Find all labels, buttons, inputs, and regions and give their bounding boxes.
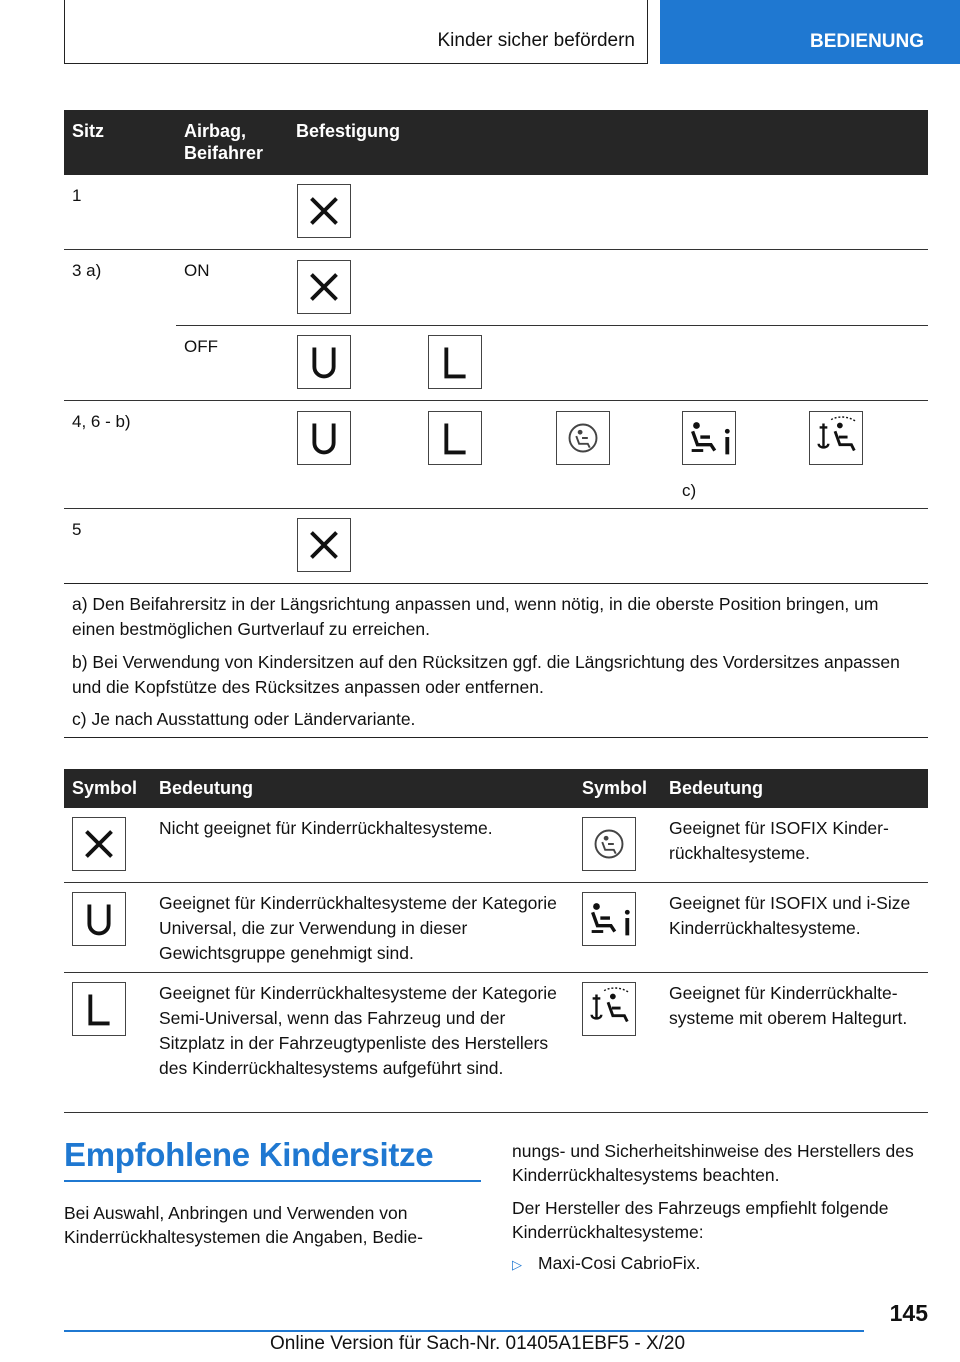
row-divider (64, 400, 928, 401)
semi-universal-l-icon (428, 335, 482, 389)
bullet-item (512, 1253, 700, 1274)
cross-icon (297, 260, 351, 314)
airbag-cell: ON (184, 261, 210, 280)
universal-u-icon (297, 335, 351, 389)
bullet-text: Maxi-Cosi CabrioFix. (538, 1253, 701, 1273)
seat-cell: 1 (72, 186, 82, 205)
isofix-isize-icon (682, 411, 736, 465)
col-header-befestigung: Befestigung (296, 121, 401, 141)
universal-u-icon (297, 411, 351, 465)
header-title-box (64, 0, 648, 64)
table-note-a: a) Den Beifahrersitz in der Längsrichtung anpassen und, wenn nötig, in die oberste Position bringen, um einen bestmöglichen Gurtverlauf zu erreichen. (72, 594, 879, 639)
universal-u-icon (72, 892, 126, 946)
symbol-table-header (64, 769, 928, 808)
seat-cell: 4, 6 - b) (72, 412, 131, 431)
chapter-tab[interactable] (660, 0, 960, 64)
row-divider (64, 882, 928, 883)
symbol-description: Geeignet für ISOFIX und i-Size Kinderrückhaltesysteme. (669, 893, 911, 938)
footer-rule (64, 1330, 864, 1332)
seat-cell: 5 (72, 520, 82, 539)
col-header-bedeutung: Bedeutung (159, 778, 253, 798)
seat-cell: 3 a) (72, 261, 102, 280)
table-note-c: c) Je nach Ausstattung oder Ländervariante. (72, 709, 416, 729)
right-paragraph-1: nungs- und Sicherheitshinweise des Herstellers des Kinderrückhaltesystems beachten. (512, 1141, 914, 1185)
row-divider (64, 583, 928, 584)
seat-table-header (64, 110, 928, 175)
row-divider (176, 325, 928, 326)
isofix-icon (556, 411, 610, 465)
symbol-description: Geeignet für ISOFIX Kinderrückhaltesysteme. (669, 818, 889, 863)
footnote-c-mark: c) (682, 481, 697, 500)
symbol-description: Geeignet für Kinderrückhaltesysteme der Kategorie Semi-Universal, wenn das Fahrzeug und der Sitzplatz in der Fahrzeugtypenliste des Herstellers des Kinderrückhaltesystems aufgeführt sind. (159, 983, 557, 1078)
isofix-isize-icon (582, 892, 636, 946)
section-heading: Empfohlene Kindersitze (64, 1136, 434, 1173)
cross-icon (297, 518, 351, 572)
left-paragraph: Bei Auswahl, Anbringen und Verwenden von Kinderrückhaltesystemen die Angaben, Bedie- (64, 1203, 423, 1247)
section-title: Kinder sicher befördern (437, 30, 635, 51)
cross-icon (297, 184, 351, 238)
chapter-tab-label: BEDIENUNG (810, 31, 925, 52)
symbol-description: Geeignet für Kinderrückhaltesysteme der Kategorie Universal, die zur Verwendung in dieser Gewichtsgruppe genehmigt sind. (159, 893, 557, 963)
online-version-text: Online Version für Sach-Nr. 01405A1EBF5 - X/20 (270, 1333, 686, 1354)
col-header-airbag: Airbag, Beifahrer (184, 121, 264, 163)
top-tether-icon (809, 411, 863, 465)
semi-universal-l-icon (72, 982, 126, 1036)
row-divider (64, 249, 928, 250)
heading-underline (64, 1180, 481, 1182)
col-header-bedeutung-2: Bedeutung (669, 778, 763, 798)
row-divider (64, 1112, 928, 1113)
airbag-cell: OFF (184, 337, 218, 356)
bullet-triangle-icon: ▷ (512, 1257, 522, 1272)
cross-icon (72, 817, 126, 871)
top-tether-icon (582, 982, 636, 1036)
page-number: 145 (889, 1300, 928, 1326)
right-paragraph-2: Der Hersteller des Fahrzeugs empfiehlt folgende Kinderrückhaltesysteme: (512, 1198, 889, 1242)
col-header-symbol-2: Symbol (582, 778, 648, 798)
symbol-description: Nicht geeignet für Kinderrückhaltesysteme. (159, 818, 493, 838)
col-header-symbol: Symbol (72, 778, 138, 798)
row-divider (64, 508, 928, 509)
symbol-description: Geeignet für Kinderrückhaltesysteme mit oberem Haltegurt. (669, 983, 908, 1028)
table-bottom-rule (64, 737, 928, 738)
semi-universal-l-icon (428, 411, 482, 465)
row-divider (64, 972, 928, 973)
col-header-sitz: Sitz (72, 121, 105, 141)
table-note-b: b) Bei Verwendung von Kindersitzen auf den Rücksitzen ggf. die Längsrichtung des Vordersitzes anpassen und die Kopfstütze des Rücksitzes anpassen oder entfernen. (72, 652, 900, 697)
isofix-icon (582, 817, 636, 871)
